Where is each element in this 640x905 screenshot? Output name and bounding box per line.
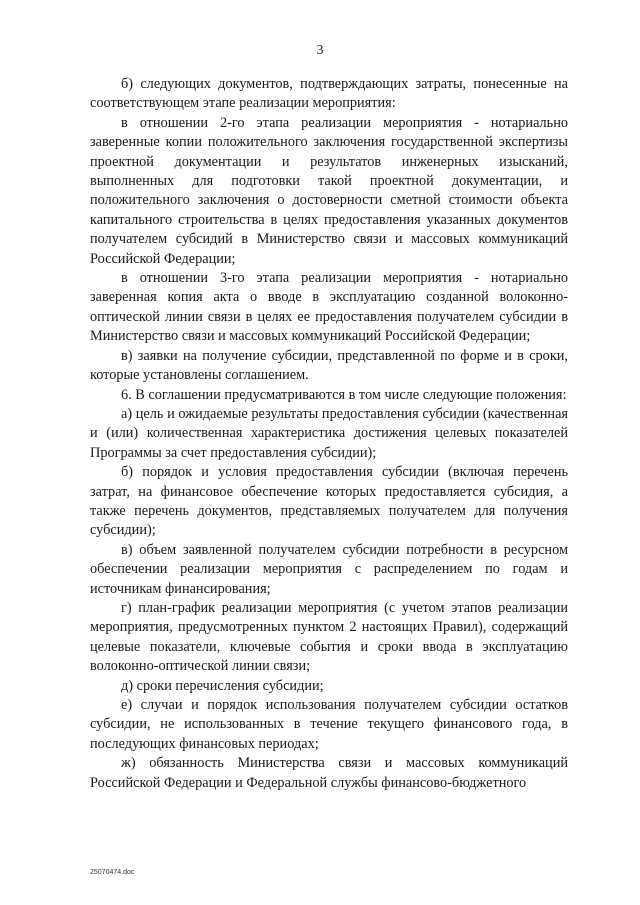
paragraph-stage-3: в отношении 3-го этапа реализации мероприятия - нотариально заверенная копия акта о вводе в эксплуатацию созданной волоконно-оптической линии связи в целях ее предоставления получателем субсидии в Министерство связи и массовых коммуникаций Российской Федерации;: [90, 270, 568, 345]
page-number: 3: [316, 43, 324, 58]
paragraph-item-v: в) объем заявленной получателем субсидии потребности в ресурсном обеспечении реализации мероприятия с распределением по годам и источникам финансирования;: [90, 541, 568, 597]
paragraph-item-g: г) план-график реализации мероприятия (с учетом этапов реализации мероприятия, предусмотренных пунктом 2 настоящих Правил), содержащий целевые показатели, ключевые события и сроки ввода в эксплуатацию волоконно-оптической линии связи;: [90, 599, 568, 675]
document-body: [90, 75, 568, 793]
document-file-code: 25070474.doc: [90, 869, 135, 876]
paragraph-item-b: б) порядок и условия предоставления субсидии (включая перечень затрат, на финансовое обеспечение которых предоставляется субсидия, а также перечень документов, представляемых получателем для получения субсидии);: [90, 464, 568, 539]
paragraph-item-a: а) цель и ожидаемые результаты предоставления субсидии (качественная и (или) количественная характеристика достижения целевых показателей Программы за счет предоставления субсидии);: [90, 405, 568, 461]
paragraph-item-d: д) сроки перечисления субсидии;: [121, 677, 324, 694]
paragraph-item-zh: ж) обязанность Министерства связи и массовых коммуникаций Российской Федерации и Федеральной службы финансово-бюджетного: [90, 755, 568, 791]
paragraph-subsidy-application: в) заявки на получение субсидии, представленной по форме и в сроки, которые установлены соглашением.: [90, 347, 568, 384]
paragraph-section-6-heading: 6. В соглашении предусматриваются в том числе следующие положения:: [121, 386, 567, 403]
paragraph-item-e: е) случаи и порядок использования получателем субсидии остатков субсидии, не использованных в течение текущего финансового года, в последующих финансовых периодах;: [90, 697, 568, 752]
paragraph-documents-confirming-costs: б) следующих документов, подтверждающих затраты, понесенные на соответствующем этапе реализации мероприятия:: [90, 76, 568, 112]
paragraph-stage-2: в отношении 2-го этапа реализации мероприятия - нотариально заверенные копии положительного заключения государственной экспертизы проектной документации и результатов инженерных изысканий, выполненных для подготовки такой проектной документации, и положительного заключения о достоверности сметной стоимости объекта капитального строительства в целях предоставления указанных документов получателем субсидий в Министерство связи и массовых коммуникаций Российской Федерации;: [90, 114, 568, 267]
